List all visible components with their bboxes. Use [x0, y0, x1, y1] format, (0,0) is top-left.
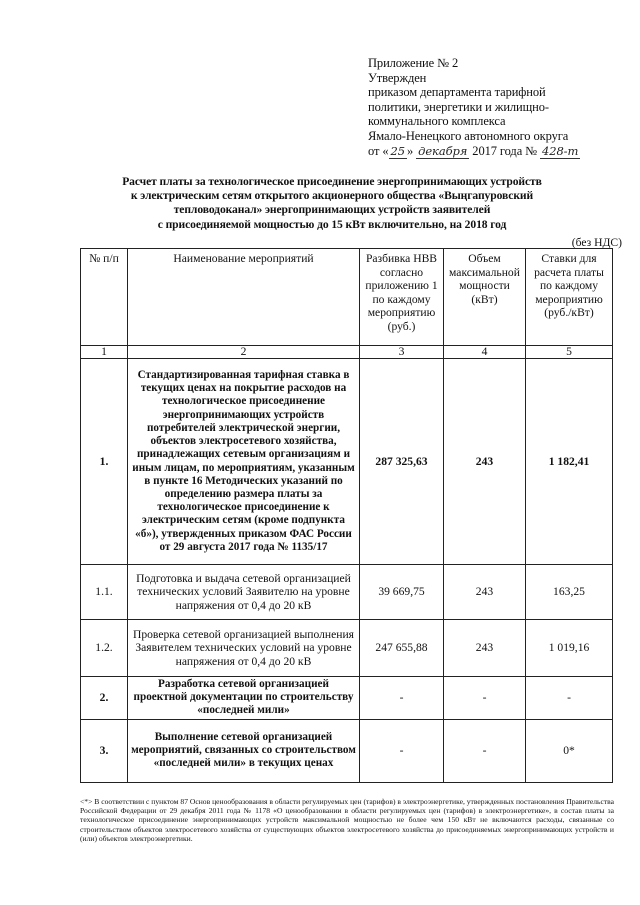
row-rate: 163,25: [526, 565, 613, 620]
row-name: Проверка сетевой организацией выполнения Заявителем технических условий на уровне напряжения от 0,4 до 20 кВ: [128, 620, 360, 677]
row-nvv: -: [360, 677, 444, 720]
col-number: 5: [526, 346, 613, 359]
vat-note: (без НДС): [571, 236, 622, 249]
row-name: Подготовка и выдача сетевой организацией технических условий Заявителю на уровне напряжения от 0,4 до 20 кВ: [128, 565, 360, 620]
date-prefix: от «: [368, 143, 389, 158]
col-number: 2: [128, 346, 360, 359]
table-row: [81, 359, 613, 565]
row-nvv: 287 325,63: [360, 359, 444, 565]
footnote: <*> В соответствии с пунктом 87 Основ ценообразования в области регулируемых цен (тарифов) в электроэнергетике, утвержденных постановления Правительства Российской Федерации от 29 декабря 2011 года № 1178 «О ценообразовании в области регулируемых цен (тарифов) в электроэнергетике», в состав платы за технологическое присоединение энергопринимающих устройств максимальной мощностью не более чем 150 кВт не включаются расходы, связанные со строительством объектов электросетевого хозяйства от существующих объектов электросетевого хозяйства до присоединяемых энергопринимающих устройств и (или) объектов электроэнергетики.: [80, 797, 614, 843]
row-num: 3.: [81, 719, 128, 782]
title-line: к электрическим сетям открытого акционерного общества «Выңгапуровский: [130, 189, 534, 203]
table-row: [81, 565, 613, 620]
row-rate: 1 019,16: [526, 620, 613, 677]
handwritten-day: 25: [390, 143, 405, 158]
row-name: Выполнение сетевой организацией мероприятий, связанных со строительством «последней мили» в текущих ценах: [128, 719, 360, 782]
header-power: Объем максимальной мощности (кВт): [444, 249, 526, 346]
row-nvv: 247 655,88: [360, 620, 444, 677]
approval-date-line: [368, 144, 630, 159]
approval-line: политики, энергетики и жилищно-: [368, 99, 549, 114]
approval-line: приказом департамента тарифной: [368, 85, 546, 100]
row-rate: 1 182,41: [526, 359, 613, 565]
row-power: 243: [444, 620, 526, 677]
row-name: Разработка сетевой организацией проектной документации по строительству «последней мили»: [128, 677, 360, 720]
row-num: 1.1.: [81, 565, 128, 620]
approval-line: Ямало-Ненецкого автономного округа: [368, 128, 569, 143]
col-number: 3: [360, 346, 444, 359]
header-rate: Ставки для расчета платы по каждому мероприятию (руб./кВт): [526, 249, 613, 346]
row-rate: 0*: [526, 719, 613, 782]
date-mid: »: [406, 143, 417, 158]
row-rate: -: [526, 677, 613, 720]
column-number-row: [81, 346, 613, 359]
approval-line: Утвержден: [368, 70, 427, 85]
calculation-table: [80, 248, 613, 783]
row-num: 1.: [81, 359, 128, 565]
document-title: [92, 175, 572, 232]
row-nvv: 39 669,75: [360, 565, 444, 620]
handwritten-order-number: 428-т: [542, 143, 579, 158]
header-name: Наименование мероприятий: [128, 249, 360, 346]
row-power: 243: [444, 565, 526, 620]
table-row: [81, 719, 613, 782]
row-num: 2.: [81, 677, 128, 720]
row-num: 1.2.: [81, 620, 128, 677]
approval-block: [368, 56, 630, 158]
table-row: [81, 620, 613, 677]
col-number: 4: [444, 346, 526, 359]
row-nvv: -: [360, 719, 444, 782]
row-power: 243: [444, 359, 526, 565]
col-number: 1: [81, 346, 128, 359]
date-year: 2017 года №: [469, 143, 541, 158]
title-line: Расчет платы за технологическое присоединение энергопринимающих устройств: [122, 175, 542, 188]
title-line: тепловодоканал» энергопринимающих устройств заявителей: [173, 203, 491, 217]
header-nvv: Разбивка НВВ согласно приложению 1 по каждому мероприятию (руб.): [360, 249, 444, 346]
approval-line: коммунального комплекса: [368, 114, 506, 129]
row-power: -: [444, 719, 526, 782]
row-name: Стандартизированная тарифная ставка в текущих ценах на покрытие расходов на технологическое присоединение энергопринимающих устройств потребителей электрической энергии, объектов электросетевого хозяйства, принадлежащих сетевым организациям и иным лицам, по мероприятиям, указанным в пункте 16 Методических указаний по определению размера платы за технологическое присоединение к электрическим сетям (кроме подпункта «б»), утвержденных приказом ФАС России от 29 августа 2017 года № 1135/17: [128, 359, 360, 565]
table-row: [81, 677, 613, 720]
table-header-row: [81, 249, 613, 346]
approval-line: Приложение № 2: [368, 56, 459, 70]
row-power: -: [444, 677, 526, 720]
title-line: с присоединяемой мощностью до 15 кВт включительно, на 2018 год: [157, 217, 507, 231]
handwritten-month: декабря: [418, 143, 468, 158]
header-num: № п/п: [81, 249, 128, 346]
